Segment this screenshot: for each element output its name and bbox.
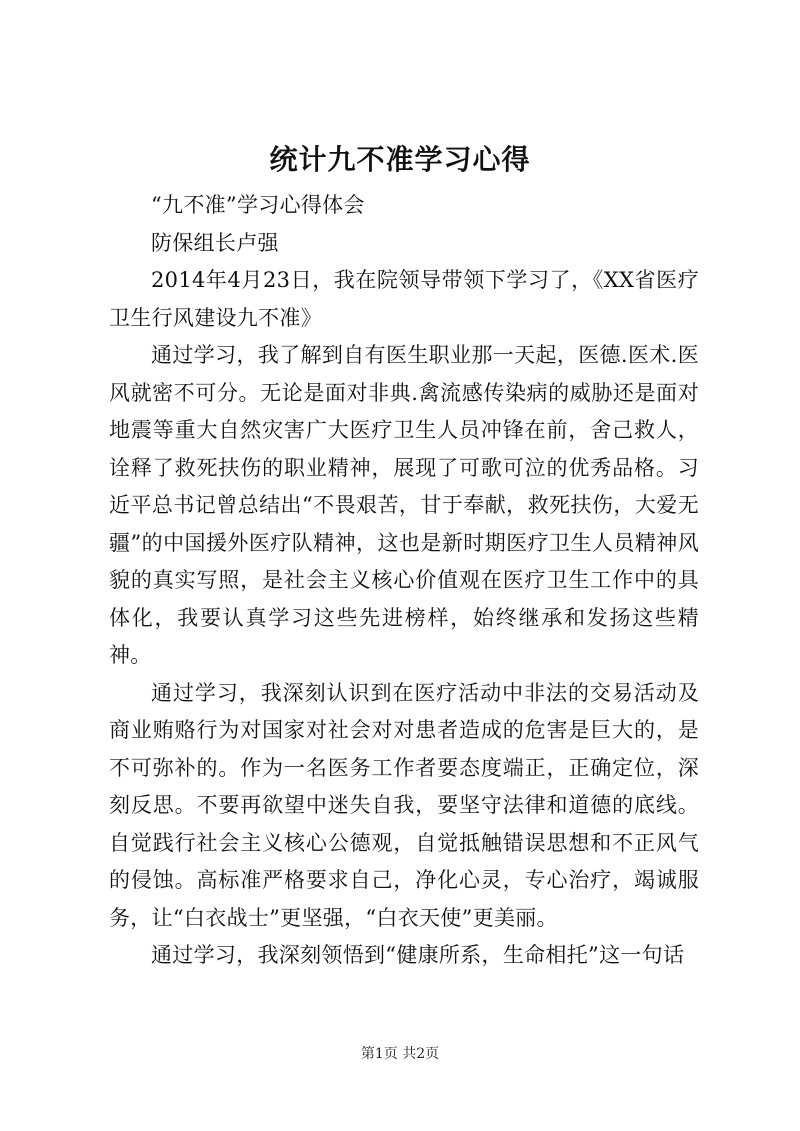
document-body [109,187,699,975]
paragraph-body: 通过学习，我深刻领悟到“健康所系，生命相托”这一句话 [151,943,685,967]
paragraph-body: 通过学习，我了解到自有医生职业那一天起，医德.医术.医风就密不可分。无论是面对非典.禽流感传染病的威胁还是面对地震等重大自然灾害广大医疗卫生人员冲锋在前，舍己救人，诠释了救死扶伤的职业精神，展现了可歌可泣的优秀品格。习近平总书记曾总结出“不畏艰苦，甘于奉献，救死扶伤，大爱无疆”的中国援外医疗队精神，这也是新时期医疗卫生人员精神风貌的真实写照，是社会主义核心价值观在医疗卫生工作中的具体化，我要认真学习这些先进榜样，始终继承和发扬这些精神。 [109,343,699,667]
paragraph-date: 2014年4月23日，我在院领导带领下学习了，《XX省医疗卫生行风建设九不准》 [109,268,699,330]
paragraph-subtitle: “九不准”学习心得体会 [151,193,365,217]
page-number-footer: 第1页 共2页 [360,1046,440,1062]
paragraph-author: 防保组长卢强 [151,230,279,255]
paragraph-body: 通过学习，我深刻认识到在医疗活动中非法的交易活动及商业贿赂行为对国家对社会对对患者造成的危害是巨大的，是不可弥补的。作为一名医务工作者要态度端正，正确定位，深刻反思。不要再欲望中迷失自我，要坚守法律和道德的底线。自觉践行社会主义核心公德观，自觉抵触错误思想和不正风气的侵蚀。高标准严格要求自己，净化心灵，专心治疗，竭诚服务，让“白衣战士”更坚强，“白衣天使”更美丽。 [109,680,699,930]
document-title: 统计九不准学习心得 [269,143,531,176]
